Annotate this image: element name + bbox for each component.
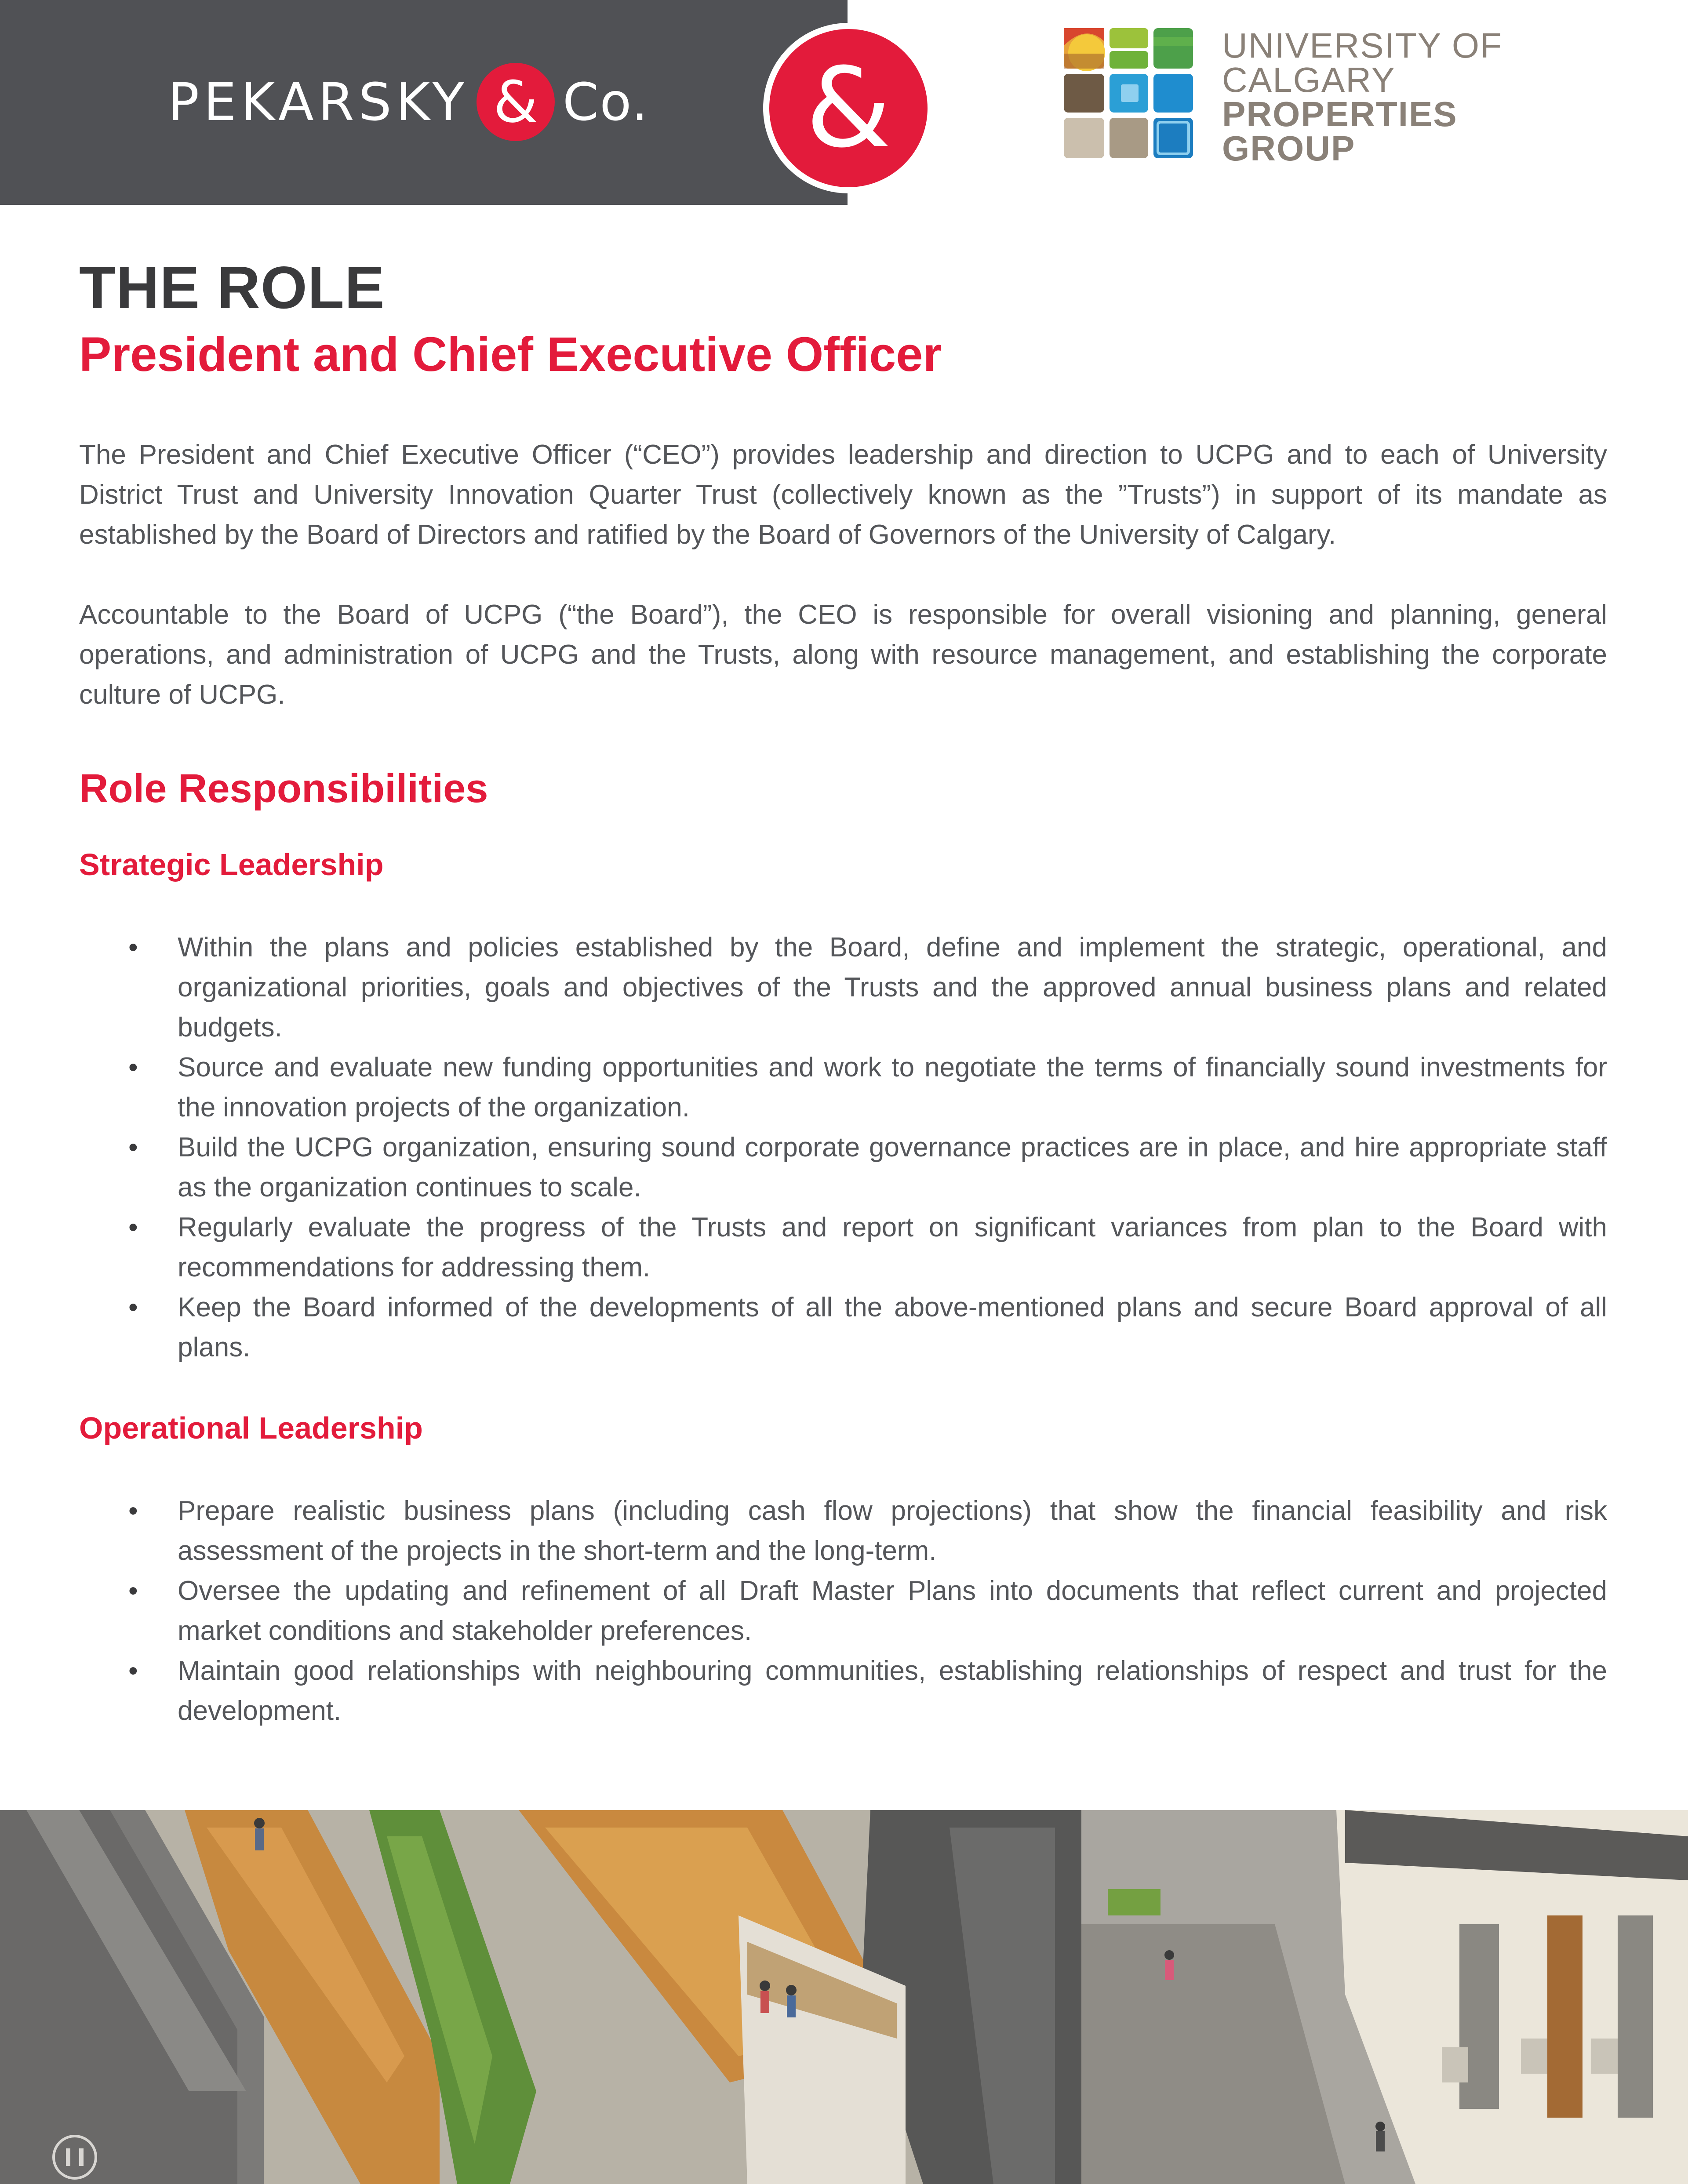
list-item-text: Regularly evaluate the progress of the Trusts and report on significant variances from plan to the Board with recommendations for addressing them. — [178, 1212, 1607, 1283]
architectural-rendering-image — [0, 1810, 1688, 2184]
pekarsky-logo — [168, 67, 649, 137]
bullet-icon: • — [128, 1132, 138, 1163]
list-item-text: Within the plans and policies established by the Board, define and implement the strategic, operational, and organizational priorities, goals and objectives of the Trusts and the approved annual business plans and related budgets. — [178, 932, 1607, 1043]
bullet-icon: • — [128, 932, 138, 963]
list-item — [79, 1047, 1607, 1127]
bullet-icon: • — [128, 1495, 138, 1526]
ucpg-line-4: GROUP — [1222, 129, 1356, 168]
bullet-icon: • — [128, 1052, 138, 1083]
list-item — [79, 1571, 1607, 1651]
list-item-text: Source and evaluate new funding opportunities and work to negotiate the terms of financially sound investments for the innovation projects of the organization. — [178, 1052, 1607, 1123]
building-rendering-illustration — [0, 1810, 1688, 2184]
list-item-text: Keep the Board informed of the developments of all the above-mentioned plans and secure Board approval of all plans. — [178, 1292, 1607, 1363]
bullet-icon: • — [128, 1575, 138, 1606]
brand-co-text: Co. — [562, 72, 649, 132]
responsibilities-heading: Role Responsibilities — [79, 766, 488, 811]
ucpg-logo — [1064, 28, 1503, 169]
ucpg-line-1: UNIVERSITY OF — [1222, 26, 1502, 65]
ucpg-line-3: PROPERTIES — [1222, 94, 1458, 134]
list-item-text: Build the UCPG organization, ensuring sound corporate governance practices are in place, and hire appropriate staff as the organization continues to scale. — [178, 1132, 1607, 1203]
ucpg-tiles-icon — [1064, 28, 1196, 160]
header-bar — [0, 0, 848, 205]
strategic-leadership-list — [79, 927, 1607, 1367]
ucpg-line-2: CALGARY — [1222, 60, 1396, 99]
list-item-text: Oversee the updating and refinement of all Draft Master Plans into documents that reflect current and projected market conditions and stakeholder preferences. — [178, 1575, 1607, 1646]
brand-ampersand-icon: & — [477, 63, 555, 141]
ampersand-badge-icon: & — [763, 23, 934, 193]
list-item — [79, 927, 1607, 1047]
list-item — [79, 1207, 1607, 1287]
operational-leadership-list — [79, 1491, 1607, 1731]
strategic-leadership-heading: Strategic Leadership — [79, 847, 384, 882]
list-item — [79, 1491, 1607, 1571]
list-item-text: Maintain good relationships with neighbouring communities, establishing relationships of respect and trust for the development. — [178, 1655, 1607, 1726]
bullet-icon: • — [128, 1655, 138, 1686]
intro-paragraph-2: Accountable to the Board of UCPG (“the Board”), the CEO is responsible for overall visioning and planning, general operations, and administration of UCPG and the Trusts, along with resource management, and establishing the corporate culture of UCPG. — [79, 599, 1607, 710]
brand-name-text: PEKARSKY — [168, 72, 469, 132]
role-title: President and Chief Executive Officer — [79, 327, 942, 382]
list-item-text: Prepare realistic business plans (including cash flow projections) that show the financial feasibility and risk assessment of the projects in the short-term and the long-term. — [178, 1495, 1607, 1566]
bullet-icon: • — [128, 1292, 138, 1323]
ucpg-wordmark — [1222, 26, 1502, 168]
list-item — [79, 1651, 1607, 1731]
list-item — [79, 1127, 1607, 1207]
page-heading: THE ROLE — [79, 254, 385, 321]
main-content — [79, 255, 1607, 1731]
intro-paragraph-1: The President and Chief Executive Officer (“CEO”) provides leadership and direction to UCPG and to each of University District Trust and University Innovation Quarter Trust (collectively known as the ”Trusts”) in support of its mandate as established by the Board of Directors and ratified by the Board of Governors of the University of Calgary. — [79, 439, 1607, 550]
list-item — [79, 1287, 1607, 1367]
bullet-icon: • — [128, 1212, 138, 1243]
operational-leadership-heading: Operational Leadership — [79, 1410, 423, 1445]
